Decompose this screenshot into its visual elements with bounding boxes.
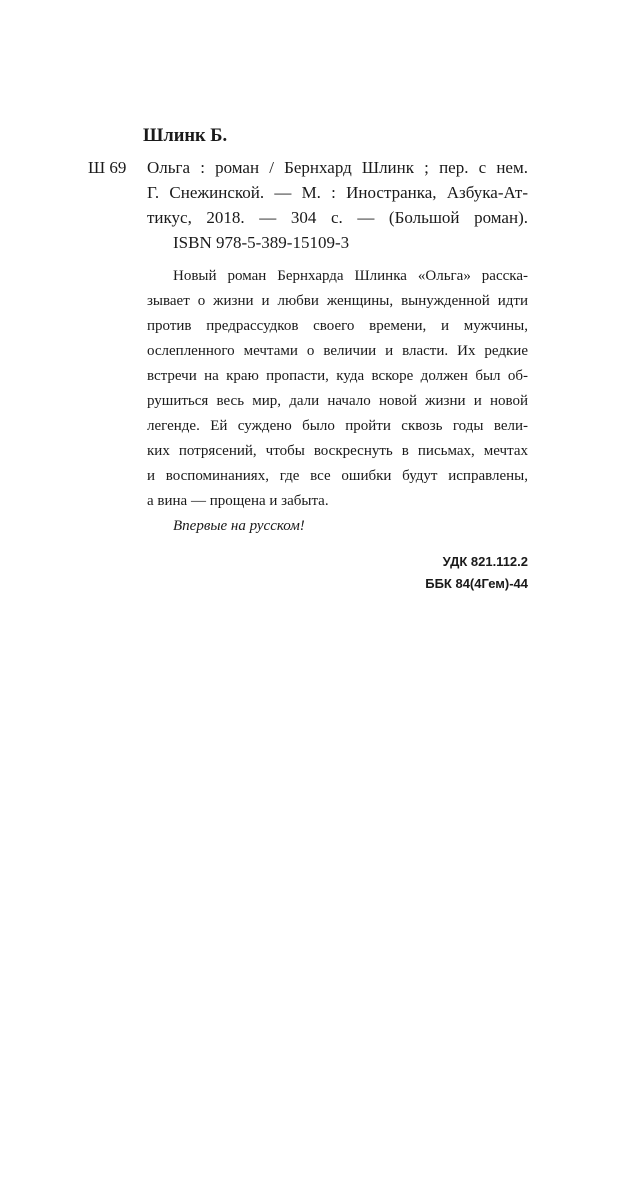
annotation-line: а вина — прощена и забыта. — [147, 493, 329, 509]
annotation-line: ослепленного мечтами о величии и власти. Их редкие — [147, 343, 528, 359]
annotation-line: легенде. Ей суждено было пройти сквозь годы вели- — [147, 418, 528, 434]
isbn: ISBN 978-5-389-15109-3 — [173, 233, 350, 252]
annotation-line: рушиться весь мир, дали начало новой жизни и новой — [147, 393, 528, 409]
description-line: тикус, 2018. — 304 с. — (Большой роман). — [147, 208, 528, 227]
annotation-line: ких потрясений, чтобы воскреснуть в письмах, мечтах — [147, 443, 528, 459]
author-mark: Ш 69 — [88, 158, 127, 177]
description-line: Ольга : роман / Бернхард Шлинк ; пер. с нем. — [147, 158, 528, 177]
first-in-russian-note: Впервые на русском! — [173, 518, 305, 534]
annotation-line: встречи на краю пропасти, куда вскоре должен был об- — [147, 368, 528, 384]
annotation-line: Новый роман Бернхарда Шлинка «Ольга» расска- — [173, 268, 528, 284]
annotation-line: и воспоминаниях, где все ошибки будут исправлены, — [147, 468, 528, 484]
annotation-line: против предрассудков своего времени, и мужчины, — [147, 318, 528, 334]
description-line: Г. Снежинской. — М. : Иностранка, Азбука-Ат- — [147, 183, 528, 202]
udk-code: УДК 821.112.2 — [442, 554, 528, 569]
bbk-code: ББК 84(4Гем)-44 — [425, 576, 528, 591]
author-heading: Шлинк Б. — [143, 126, 228, 146]
annotation-line: зывает о жизни и любви женщины, вынужденной идти — [147, 293, 528, 309]
